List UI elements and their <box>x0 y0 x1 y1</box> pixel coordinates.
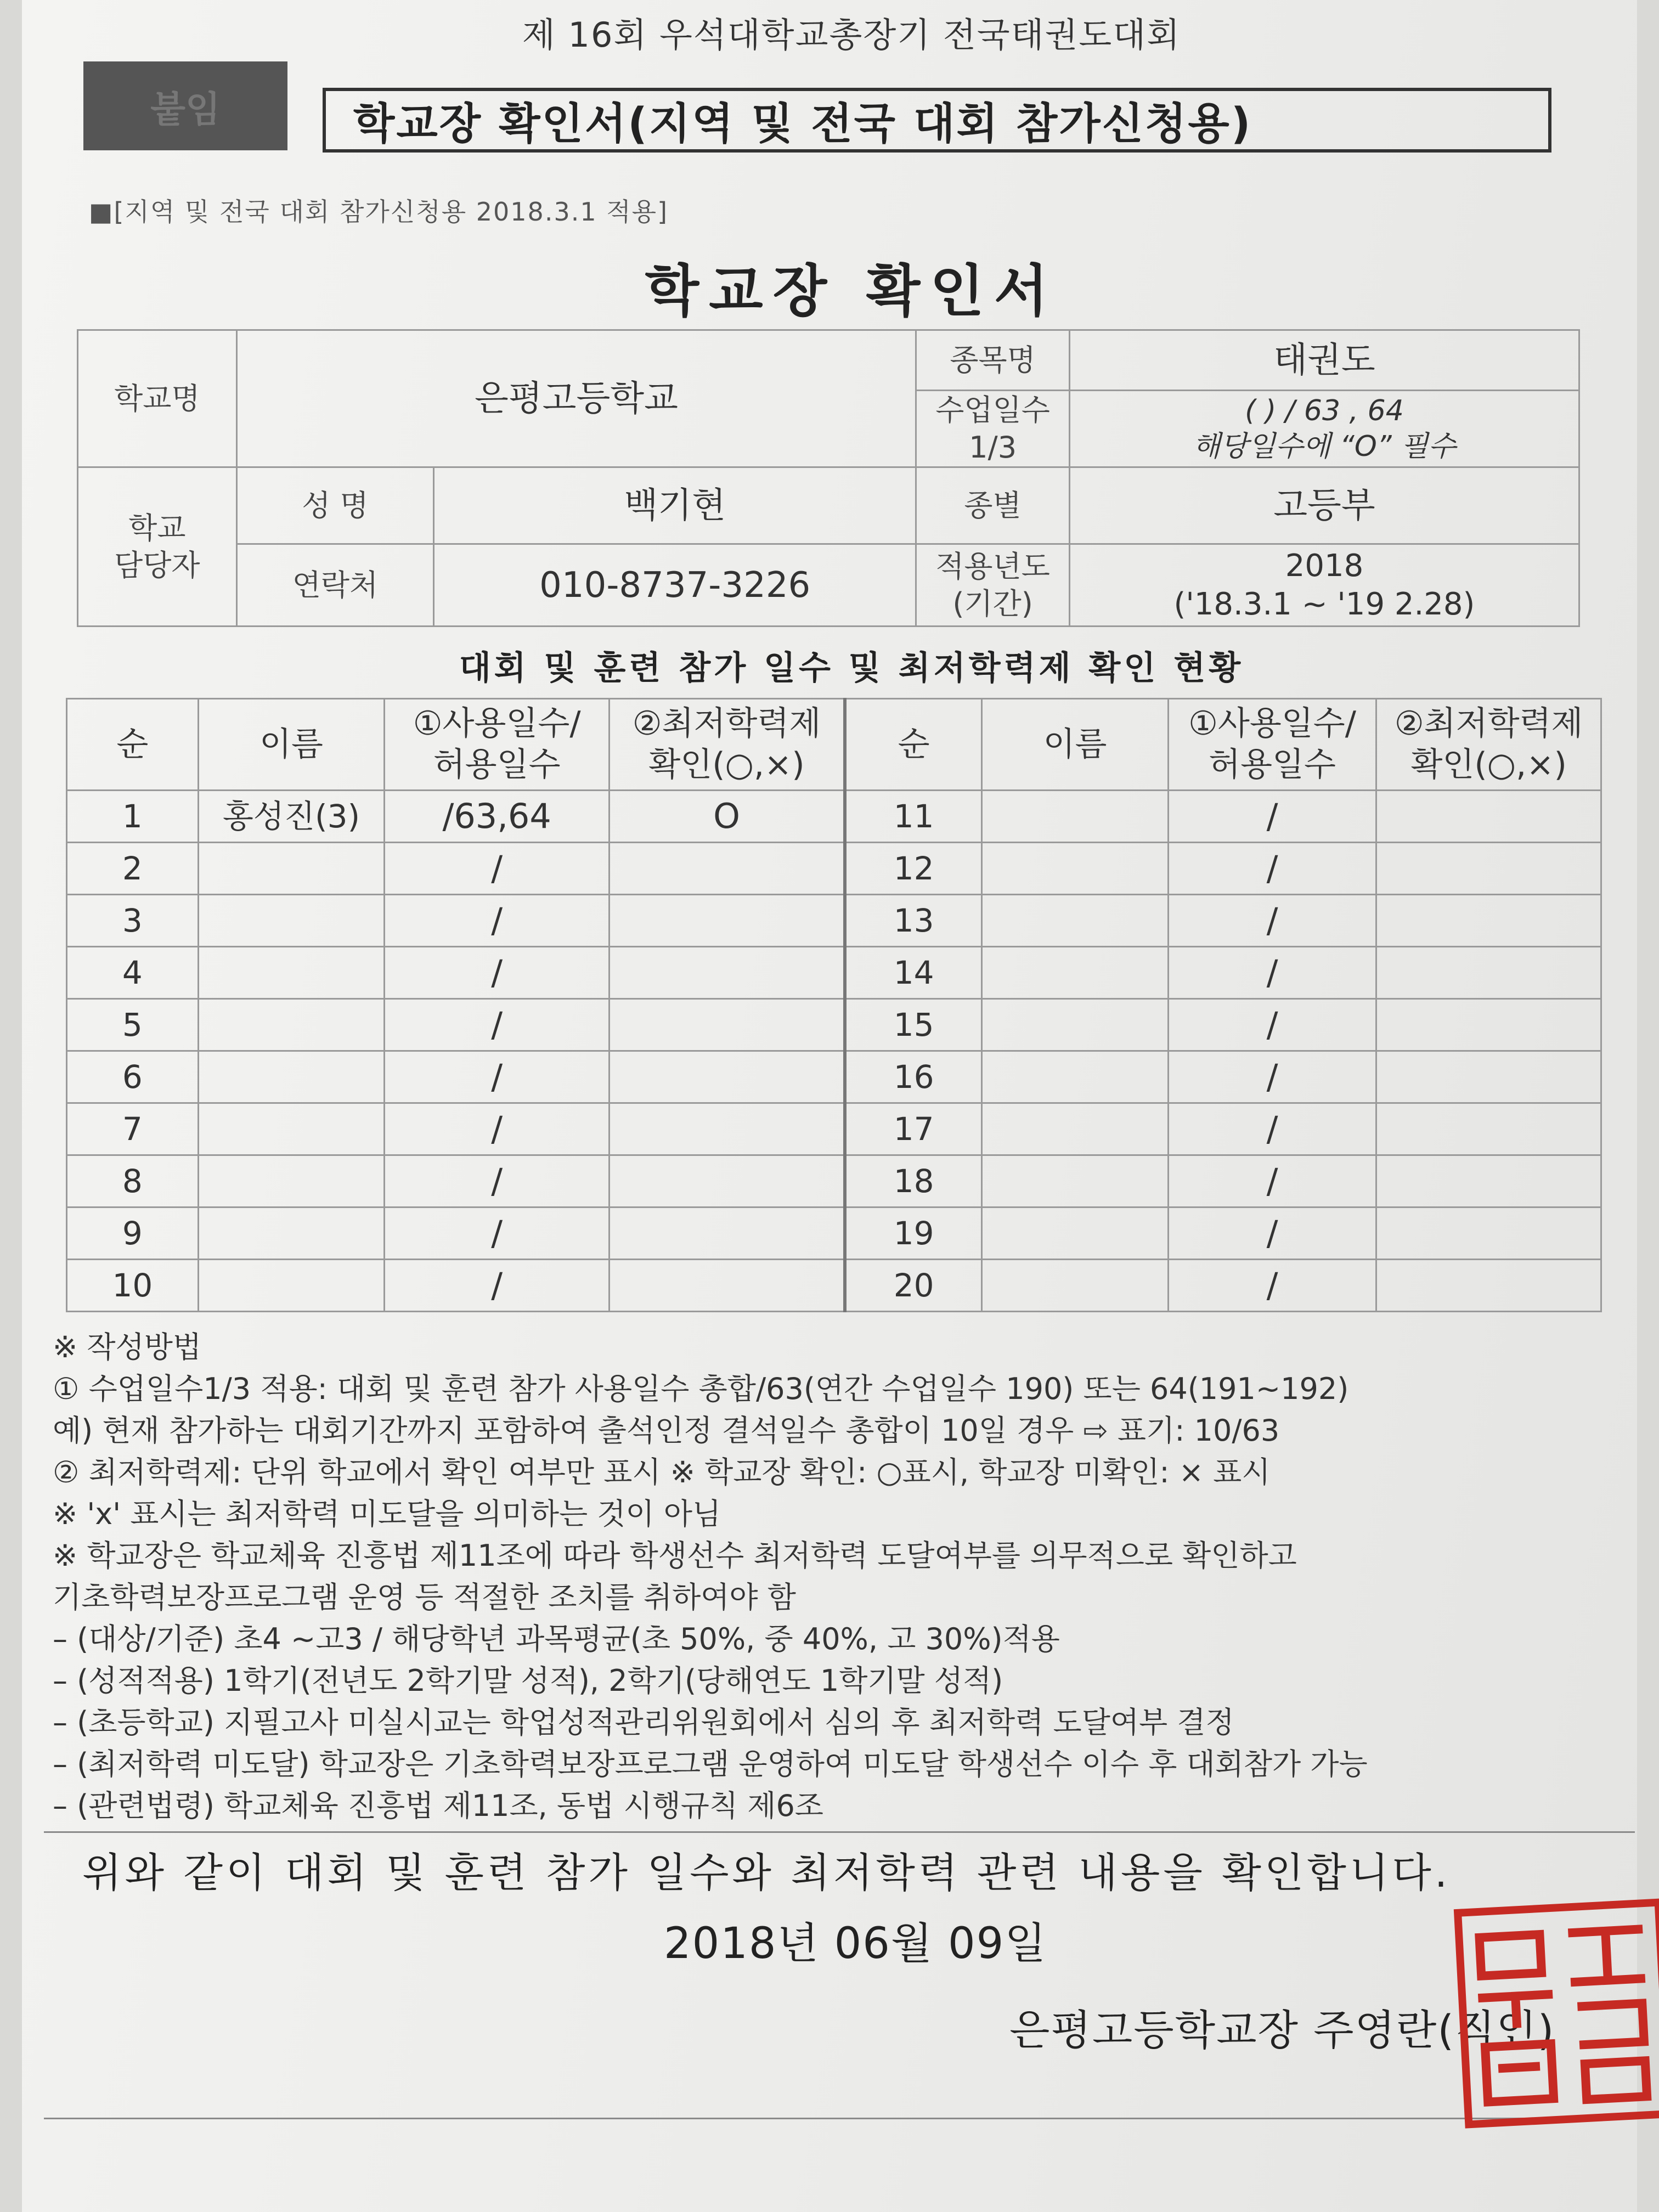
row-number-cell: 14 <box>845 947 982 999</box>
min-academic-check-cell <box>1376 1260 1601 1312</box>
confirmation-statement: 위와 같이 대회 및 훈련 참가 일수와 최저학력 관련 내용을 확인합니다. <box>82 1849 1451 1897</box>
used-days-cell: / <box>1168 1260 1376 1312</box>
divider-line <box>44 1831 1635 1833</box>
class-days-value <box>1069 391 1579 467</box>
header-days-right-line2: 허용일수 <box>1209 746 1336 784</box>
student-name-cell <box>198 895 385 947</box>
min-academic-check-cell: O <box>609 791 845 843</box>
table-row <box>67 1207 1601 1260</box>
used-days-cell: / <box>385 1207 610 1260</box>
table-row <box>67 791 1601 843</box>
used-days-cell: / <box>1168 1155 1376 1207</box>
row-number-cell: 18 <box>845 1155 982 1207</box>
attachment-tag: 붙임 <box>83 61 287 150</box>
student-name-cell <box>198 1207 385 1260</box>
student-name-cell <box>982 1155 1169 1207</box>
header-check-right-line1: ②최저학력제 <box>1394 704 1583 743</box>
student-name-cell <box>198 947 385 999</box>
used-days-cell: / <box>1168 1103 1376 1155</box>
used-days-cell: / <box>1168 1207 1376 1260</box>
student-name-cell <box>982 791 1169 843</box>
applied-year-value-line1: 2018 <box>1285 548 1364 584</box>
min-academic-check-cell <box>1376 999 1601 1051</box>
class-days-label <box>916 391 1070 467</box>
used-days-cell: / <box>385 947 610 999</box>
contact-person-label <box>78 467 237 627</box>
student-name-cell <box>982 843 1169 895</box>
student-name-cell <box>982 999 1169 1051</box>
table-row <box>67 895 1601 947</box>
student-name-cell <box>198 999 385 1051</box>
writing-instructions <box>53 1327 1644 1827</box>
student-name-cell <box>198 1260 385 1312</box>
row-number-cell: 10 <box>67 1260 199 1312</box>
phone-label: 연락처 <box>236 544 434 627</box>
used-days-cell: / <box>385 843 610 895</box>
min-academic-check-cell <box>1376 1207 1601 1260</box>
table-row <box>67 999 1601 1051</box>
used-days-cell: / <box>385 1155 610 1207</box>
min-academic-check-cell <box>609 895 845 947</box>
page-title: 학교장 확인서 <box>645 259 1058 324</box>
min-academic-check-cell <box>609 1155 845 1207</box>
sport-value: 태권도 <box>1069 330 1579 391</box>
row-number-cell: 16 <box>845 1051 982 1103</box>
instruction-line: ② 최저학력제: 단위 학교에서 확인 여부만 표시 ※ 학교장 확인: ○표시, 학교장 미확인: × 표시 <box>53 1455 1271 1489</box>
school-name-label: 학교명 <box>78 330 237 467</box>
header-days-left-line1: ①사용일수/ <box>413 704 581 743</box>
person-name-value: 백기현 <box>434 467 916 544</box>
row-number-cell: 3 <box>67 895 199 947</box>
student-name-cell <box>198 1155 385 1207</box>
row-number-cell: 17 <box>845 1103 982 1155</box>
instruction-line: – (최저학력 미도달) 학교장은 기초학력보장프로그램 운영하여 미도달 학생선수 이수 후 대회참가 가능 <box>53 1747 1368 1781</box>
min-academic-check-cell <box>609 1051 845 1103</box>
instruction-line: – (대상/기준) 초4 ~고3 / 해당학년 과목평균(초 50%, 중 40%, 고 30%)적용 <box>53 1622 1060 1656</box>
header-check-right <box>1376 699 1601 791</box>
used-days-cell: / <box>385 1260 610 1312</box>
header-check-right-line2: 확인(○,×) <box>1410 746 1567 784</box>
principal-signature: 은평고등학교장 주영란(직인) <box>1009 2006 1555 2055</box>
table-row <box>67 947 1601 999</box>
min-academic-check-cell <box>609 843 845 895</box>
student-name-cell <box>982 1103 1169 1155</box>
min-academic-check-cell <box>609 999 845 1051</box>
min-academic-check-cell <box>609 1260 845 1312</box>
header-name-right: 이름 <box>982 699 1169 791</box>
participation-status-table <box>66 698 1602 1312</box>
student-name-cell <box>982 1260 1169 1312</box>
row-number-cell: 13 <box>845 895 982 947</box>
row-number-cell: 20 <box>845 1260 982 1312</box>
min-academic-check-cell <box>1376 895 1601 947</box>
used-days-cell: / <box>1168 791 1376 843</box>
status-section-title: 대회 및 훈련 참가 일수 및 최저학력제 확인 현황 <box>459 649 1244 687</box>
header-days-right <box>1168 699 1376 791</box>
instruction-line: 예) 현재 참가하는 대회기간까지 포함하여 출석인정 결석일수 총합이 10일 경우 ⇨ 표기: 10/63 <box>53 1413 1280 1448</box>
status-table-header <box>67 699 1601 791</box>
used-days-cell: / <box>1168 843 1376 895</box>
applied-year-label <box>916 544 1070 627</box>
header-days-left <box>385 699 610 791</box>
min-academic-check-cell <box>1376 947 1601 999</box>
table-row <box>67 1155 1601 1207</box>
event-name: 제 16회 우석대학교총장기 전국태권도대회 <box>522 15 1181 55</box>
class-days-value-line1: ( ) / 63 , 64 <box>1245 394 1404 427</box>
contact-person-label-line2: 담당자 <box>114 548 200 583</box>
header-check-left-line1: ②최저학력제 <box>632 704 821 743</box>
applied-year-value <box>1069 544 1579 627</box>
row-number-cell: 7 <box>67 1103 199 1155</box>
class-days-label-line2: 1/3 <box>969 430 1017 465</box>
header-no-right: 순 <box>845 699 982 791</box>
header-name-left: 이름 <box>198 699 385 791</box>
student-name-cell <box>982 1051 1169 1103</box>
used-days-cell: / <box>385 999 610 1051</box>
min-academic-check-cell <box>1376 791 1601 843</box>
sport-label: 종목명 <box>916 330 1070 391</box>
applied-year-value-line2: ('18.3.1 ~ '19 2.28) <box>1173 586 1475 622</box>
row-number-cell: 12 <box>845 843 982 895</box>
row-number-cell: 9 <box>67 1207 199 1260</box>
instruction-line: – (관련법령) 학교체육 진흥법 제11조, 동법 시행규칙 제6조 <box>53 1788 823 1823</box>
row-number-cell: 1 <box>67 791 199 843</box>
header-check-left-line2: 확인(○,×) <box>648 746 805 784</box>
class-days-value-line2: 해당일수에 “O” 필수 <box>1193 430 1456 463</box>
table-row <box>67 843 1601 895</box>
used-days-cell: /63,64 <box>385 791 610 843</box>
bottom-divider-line <box>44 2118 1635 2119</box>
instruction-line: ※ 작성방법 <box>53 1330 202 1364</box>
student-name-cell <box>982 947 1169 999</box>
row-number-cell: 5 <box>67 999 199 1051</box>
instruction-line: ※ 학교장은 학교체육 진흥법 제11조에 따라 학생선수 최저학력 도달여부를 의무적으로 확인하고 <box>53 1538 1297 1573</box>
used-days-cell: / <box>1168 1051 1376 1103</box>
min-academic-check-cell <box>609 947 845 999</box>
student-name-cell <box>198 1103 385 1155</box>
header-days-left-line2: 허용일수 <box>433 746 561 784</box>
applied-year-label-line2: (기간) <box>952 586 1033 621</box>
student-name-cell <box>198 843 385 895</box>
row-number-cell: 6 <box>67 1051 199 1103</box>
min-academic-check-cell <box>609 1103 845 1155</box>
header-no-left: 순 <box>67 699 199 791</box>
school-info-table <box>77 329 1580 627</box>
student-name-cell: 홍성진(3) <box>198 791 385 843</box>
class-days-label-line1: 수업일수 <box>935 393 1050 427</box>
applied-year-label-line1: 적용년도 <box>935 549 1050 584</box>
row-number-cell: 19 <box>845 1207 982 1260</box>
instruction-line: – (초등학교) 지필고사 미실시교는 학업성적관리위원회에서 심의 후 최저학력 도달여부 결정 <box>53 1705 1234 1740</box>
status-table-body <box>67 791 1601 1312</box>
table-row <box>67 1103 1601 1155</box>
form-applicability-note: ■[지역 및 전국 대회 참가신청용 2018.3.1 적용] <box>89 197 669 227</box>
school-name-value: 은평고등학교 <box>236 330 916 467</box>
row-number-cell: 8 <box>67 1155 199 1207</box>
division-value: 고등부 <box>1069 467 1579 544</box>
document-page <box>22 0 1637 2212</box>
person-name-label: 성 명 <box>236 467 434 544</box>
instruction-line: ※ 'x' 표시는 최저학력 미도달을 의미하는 것이 아님 <box>53 1497 721 1531</box>
min-academic-check-cell <box>1376 843 1601 895</box>
used-days-cell: / <box>385 1051 610 1103</box>
instruction-line: 기초학력보장프로그램 운영 등 적절한 조치를 취하여야 함 <box>53 1580 796 1615</box>
row-number-cell: 4 <box>67 947 199 999</box>
student-name-cell <box>982 895 1169 947</box>
official-seal-stamp <box>1454 1898 1659 2128</box>
student-name-cell <box>982 1207 1169 1260</box>
row-number-cell: 15 <box>845 999 982 1051</box>
min-academic-check-cell <box>1376 1155 1601 1207</box>
student-name-cell <box>198 1051 385 1103</box>
table-row <box>67 1051 1601 1103</box>
used-days-cell: / <box>385 1103 610 1155</box>
min-academic-check-cell <box>609 1207 845 1260</box>
header-check-left <box>609 699 845 791</box>
row-number-cell: 2 <box>67 843 199 895</box>
instruction-line: – (성적적용) 1학기(전년도 2학기말 성적), 2학기(당해연도 1학기말 성적) <box>53 1663 1003 1698</box>
used-days-cell: / <box>1168 947 1376 999</box>
seal-glyphs-icon <box>1462 1906 1659 2120</box>
form-title: 학교장 확인서(지역 및 전국 대회 참가신청용) <box>323 88 1551 153</box>
table-row <box>67 1260 1601 1312</box>
used-days-cell: / <box>1168 895 1376 947</box>
instruction-line: ① 수업일수1/3 적용: 대회 및 훈련 참가 사용일수 총합/63(연간 수업일수 190) 또는 64(191~192) <box>53 1372 1349 1406</box>
row-number-cell: 11 <box>845 791 982 843</box>
phone-value: 010-8737-3226 <box>434 544 916 627</box>
used-days-cell: / <box>385 895 610 947</box>
min-academic-check-cell <box>1376 1051 1601 1103</box>
confirmation-date: 2018년 06월 09일 <box>664 1919 1047 1968</box>
header-days-right-line1: ①사용일수/ <box>1188 704 1356 743</box>
division-label: 종별 <box>916 467 1070 544</box>
used-days-cell: / <box>1168 999 1376 1051</box>
min-academic-check-cell <box>1376 1103 1601 1155</box>
contact-person-label-line1: 학교 <box>128 511 186 545</box>
